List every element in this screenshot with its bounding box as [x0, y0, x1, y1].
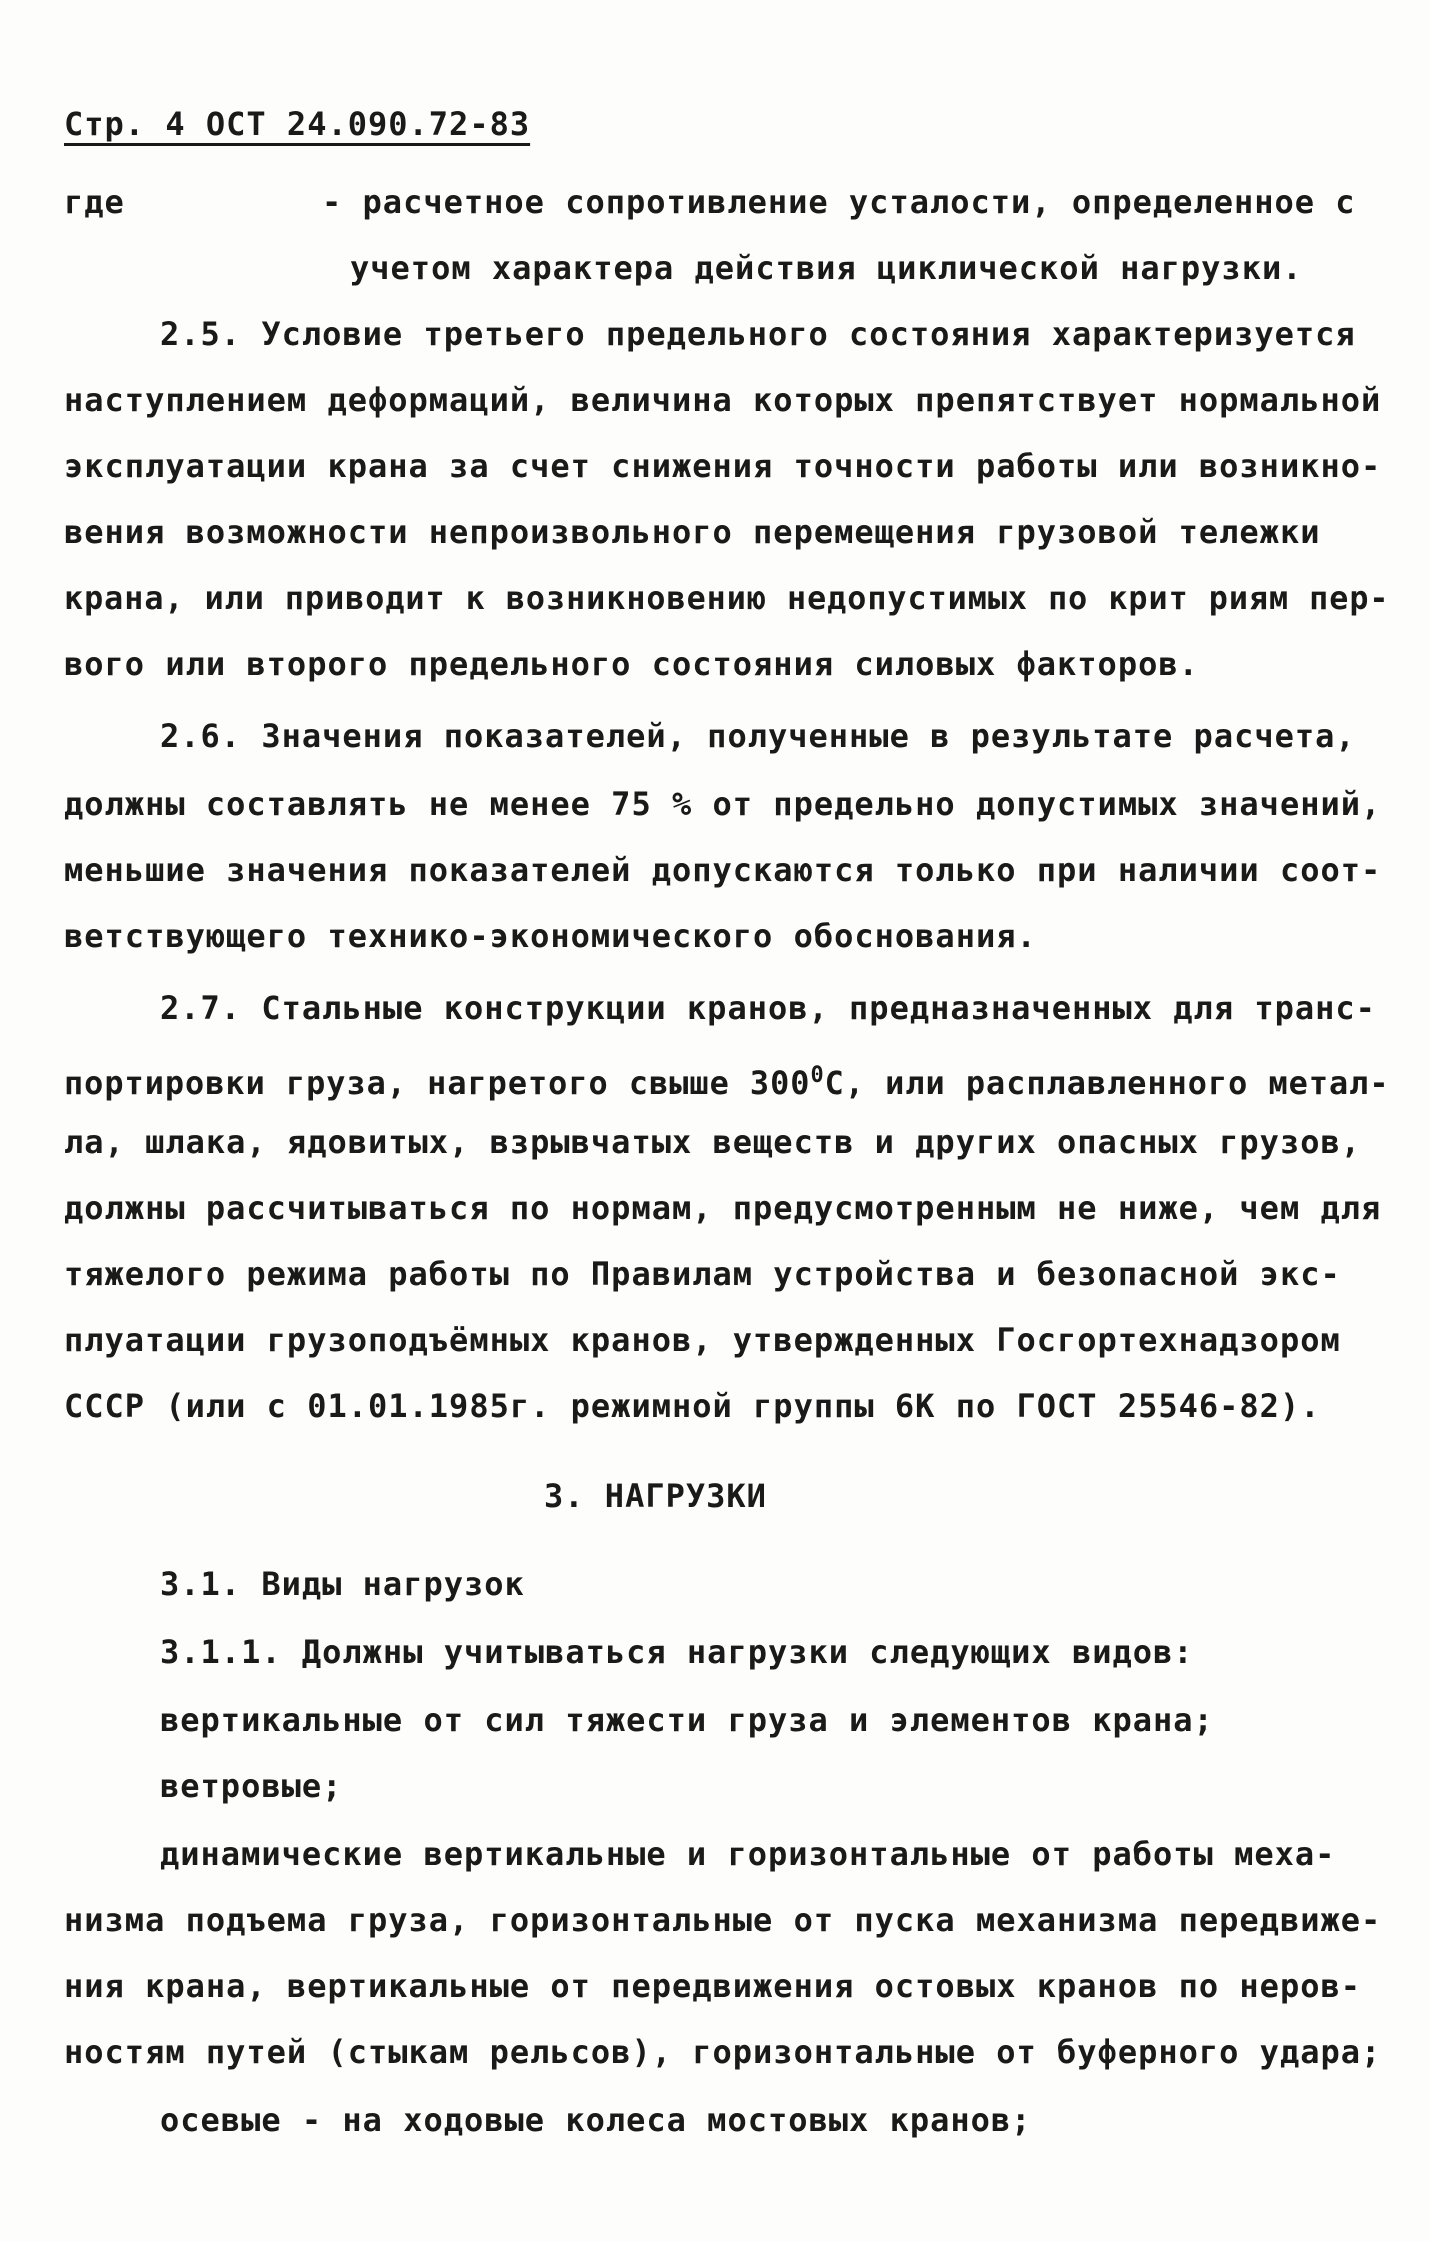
axial-loads-line: осевые - на ходовые колеса мостовых кранов;	[160, 2101, 1032, 2139]
where-definition-line-1: - расчетное сопротивление усталости, определенное с	[322, 183, 1356, 221]
paragraph-2-7-line: ла, шлака, ядовитых, взрывчатых веществ и других опасных грузов,	[64, 1123, 1361, 1161]
paragraph-2-6-line: ветствующего технико-экономического обоснования.	[64, 917, 1037, 955]
paragraph-2-6-line: должны составлять не менее 75 % от предельно допустимых значений,	[64, 785, 1382, 823]
paragraph-2-5-line: 2.5. Условие третьего предельного состояния характеризуется	[160, 315, 1356, 353]
paragraph-2-5-line: вого или второго предельного состояния силовых факторов.	[64, 645, 1199, 683]
dynamic-loads-line: ния крана, вертикальные от передвижения остовых кранов по неров-	[64, 1967, 1361, 2005]
paragraph-2-5-line: вения возможности непроизвольного перемещения грузовой тележки	[64, 513, 1321, 551]
paragraph-2-7-temperature-line	[64, 1056, 1390, 1103]
paragraph-2-7-text-a: портировки груза, нагретого свыше 300	[64, 1064, 811, 1102]
paragraph-2-6-line: 2.6. Значения показателей, полученные в результате расчета,	[160, 717, 1356, 755]
page-header: Стр. 4 ОСТ 24.090.72-83	[64, 105, 531, 143]
load-type-item: вертикальные от сил тяжести груза и элементов крана;	[160, 1701, 1214, 1739]
paragraph-2-5-line: крана, или приводит к возникновению недопустимых по крит риям пер-	[64, 579, 1390, 617]
dynamic-loads-line: низма подъема груза, горизонтальные от пуска механизма передвиже-	[64, 1901, 1382, 1939]
dynamic-loads-line: ностям путей (стыкам рельсов), горизонтальные от буферного удара;	[64, 2033, 1382, 2071]
load-type-item: ветровые;	[160, 1767, 343, 1805]
subsection-3-1: 3.1. Виды нагрузок	[160, 1565, 525, 1603]
paragraph-2-5-line: наступлением деформаций, величина которых препятствует нормальной	[64, 381, 1382, 419]
paragraph-2-7-line: СССР (или с 01.01.1985г. режимной группы 6К по ГОСТ 25546-82).	[64, 1387, 1321, 1425]
paragraph-2-7-line: плуатации грузоподъёмных кранов, утвержденных Госгортехнадзором	[64, 1321, 1341, 1359]
where-definition-line-2: учетом характера действия циклической нагрузки.	[350, 249, 1303, 287]
section-3-title: 3. НАГРУЗКИ	[544, 1477, 767, 1515]
paragraph-2-7-text-b: С, или расплавленного метал-	[824, 1064, 1390, 1102]
where-label: где	[64, 183, 125, 221]
paragraph-2-6-line: меньшие значения показателей допускаются только при наличии соот-	[64, 851, 1382, 889]
subsection-3-1-1: 3.1.1. Должны учитываться нагрузки следующих видов:	[160, 1633, 1194, 1671]
paragraph-2-7-line: тяжелого режима работы по Правилам устройства и безопасной экс-	[64, 1255, 1341, 1293]
paragraph-2-7-line: 2.7. Стальные конструкции кранов, предназначенных для транс-	[160, 989, 1376, 1027]
paragraph-2-7-line: должны рассчитываться по нормам, предусмотренным не ниже, чем для	[64, 1189, 1382, 1227]
paragraph-2-5-line: эксплуатации крана за счет снижения точности работы или возникно-	[64, 447, 1382, 485]
degree-superscript: 0	[810, 1063, 825, 1088]
dynamic-loads-line: динамические вертикальные и горизонтальные от работы меха-	[160, 1835, 1336, 1873]
